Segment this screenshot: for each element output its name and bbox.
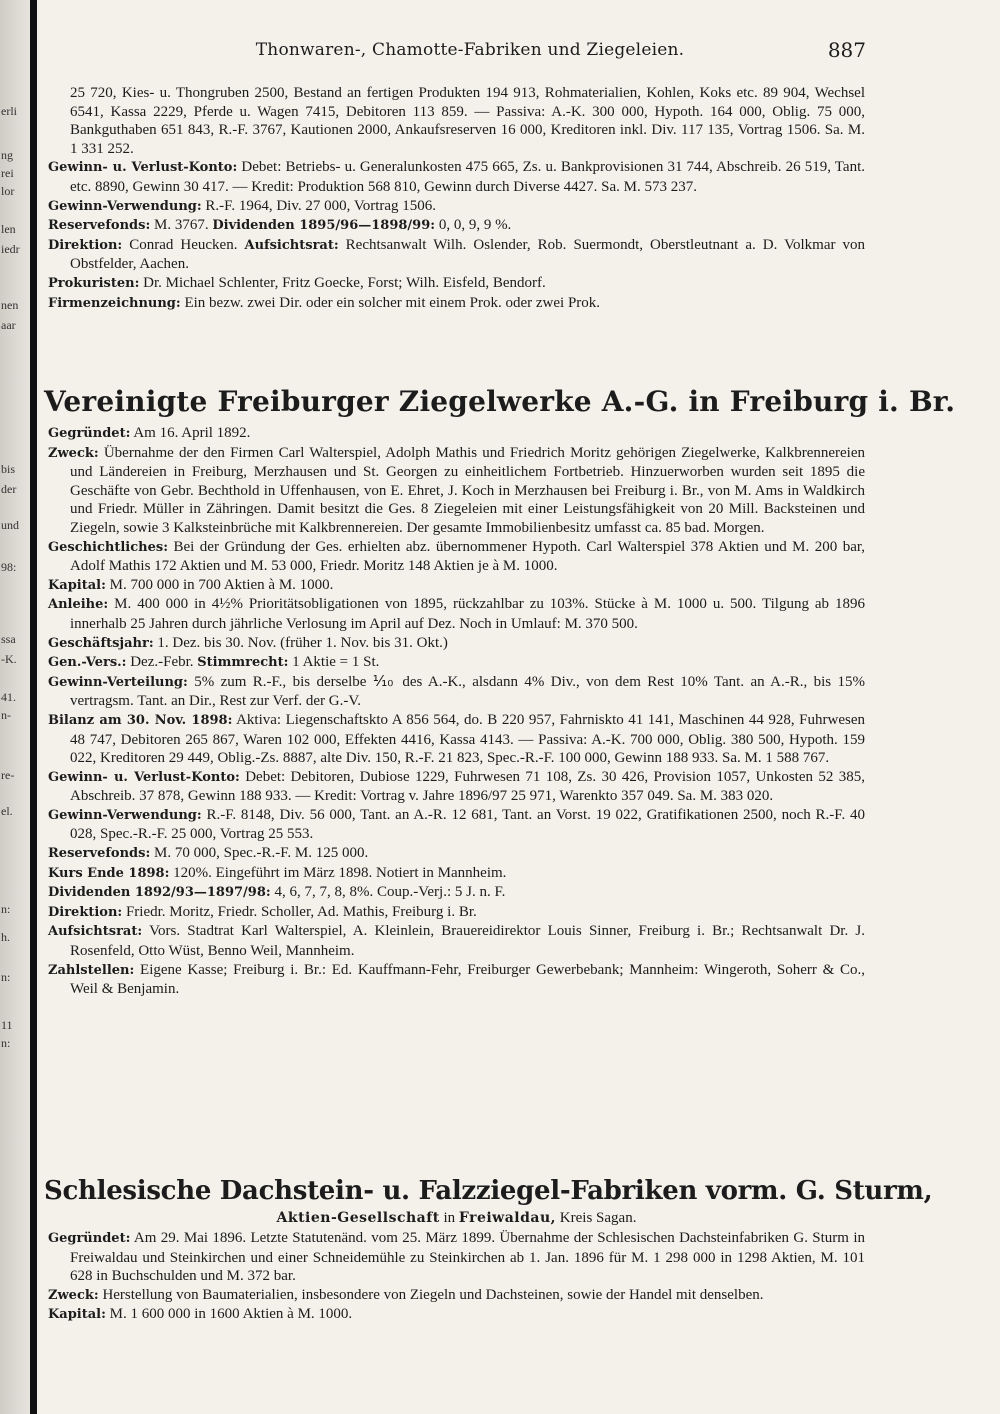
entry-meeting-voting [48, 653, 865, 673]
entry-reserve [48, 844, 865, 864]
entry-founded [48, 424, 865, 444]
entry-label: Prokuristen: [48, 275, 140, 291]
entry-profit-distribution [48, 673, 865, 711]
entry-text: 5% zum R.-F., bis derselbe ⅒ des A.-K., alsdann 4% Div., von dem Rest 10% Tant. an A.-R., bis 15% vertragsm. Tant. an Dir., Rest zur Verf. der G.-V. [70, 673, 866, 710]
subtitle-company-type: Aktien-Gesellschaft [276, 1210, 440, 1226]
entry-text: Dr. Michael Schlenter, Fritz Goecke, Forst; Wilh. Eisfeld, Bendorf. [143, 274, 546, 291]
entry-text: Bei der Gründung der Ges. erhielten abz. übernommener Hypoth. Carl Walterspiel 378 Aktien und M. 200 bar, Adolf Mathis 172 Aktien und M. 53 000, Friedr. Moritz 148 Aktien je à M. 1000. [70, 538, 866, 575]
subtitle-place: Freiwaldau, [458, 1210, 557, 1226]
entry-label: Bilanz am 30. Nov. 1898: [48, 712, 233, 728]
entry-text: Aktiva: Liegenschaftskto A 856 564, do. B 220 957, Fahrniskto 41 141, Maschinen 44 928, Fuhrwesen 48 747, Debitoren 265 867, Waren 102 000, Effekten 4416, Kassa 4143. — Passiva: A.-K. 700 000, Oblig. 380 500, Hypoth. 159 022, Kreditoren 29 449, Oblig.-Zs. 8887, alte Div. 150, R.-F. 21 823, Spec.-R.-F. 100 000, Gewinn 188 933. Sa. M. 1 588 767. [70, 711, 865, 767]
entry-profit-use [48, 806, 865, 844]
entry-text: M. 700 000 in 700 Aktien à M. 1000. [109, 576, 334, 593]
entry-board [48, 236, 865, 274]
entry-quote [48, 864, 865, 884]
margin-fragment: iedr [1, 242, 20, 256]
entry-text: Rechtsanwalt Wilh. Oslender, Rob. Suermondt, Oberstleutnant a. D. Volkmar von Obstfelder, Aachen. [70, 236, 866, 273]
entry-founded [48, 1229, 865, 1286]
entry-profit-loss [48, 768, 865, 806]
entry-capital [48, 1305, 865, 1325]
margin-fragment: re- [1, 768, 15, 782]
entry-label: Kurs Ende 1898: [48, 865, 170, 881]
margin-fragment: len [1, 222, 16, 236]
entry-purpose [48, 1286, 865, 1306]
entry-text: Übernahme der den Firmen Carl Walterspiel, Adolph Mathis und Friedrich Moritz gehörigen Ziegelwerke, Kalkbrennereien und Ländereien in Freiburg, Merzhausen und St. Georgen zu einheitlichem Fortbetrieb. Hinzuerworben wurden seit 1895 die Geschäfte von Gebr. Bechthold in Uffenhausen, von E. Ehret, J. Koch in Merzhausen bei Freiburg i. Br., von M. Ams in Waldkirch und Friedr. Müller in Zähringen. Damit besitzt die Ges. 8 Ziegeleien mit einer Leistungsfähigkeit von 20 Mill. Backsteinen und Ziegeln, sowie 3 Kalksteinbrüche mit Kalkbrennereien. Der gesamte Immobilienbesitz umfasst ca. 85 bad. Morgen. [70, 444, 865, 536]
entry-label: Zweck: [48, 1287, 99, 1303]
running-header: Thonwaren-, Chamotte-Fabriken und Ziegeleien. [255, 40, 685, 60]
entry-label: Gewinn- u. Verlust-Konto: [48, 160, 238, 176]
entry-text: R.-F. 1964, Div. 27 000, Vortrag 1506. [205, 197, 437, 214]
entry-label: Zweck: [48, 445, 99, 461]
previous-company-section [48, 84, 865, 313]
margin-fragment: h. [1, 930, 10, 944]
margin-fragment: bis [1, 462, 16, 476]
margin-fragment: ssa [1, 632, 16, 646]
entry-text: Friedr. Moritz, Friedr. Scholler, Ad. Mathis, Freiburg i. Br. [125, 903, 477, 920]
margin-fragment: el. [1, 804, 13, 818]
entry-text: R.-F. 8148, Div. 56 000, Tant. an A.-R. 12 681, Tant. an Vorst. 19 022, Gratifikationen 2500, noch R.-F. 40 028, Spec.-R.-F. 25 000, Vortrag 25 553. [70, 806, 865, 843]
margin-fragment: lor [1, 184, 15, 198]
entry-dividends [48, 883, 865, 903]
margin-fragment: 11 [1, 1018, 13, 1032]
page-number: 887 [827, 38, 866, 62]
entry-label: Kapital: [48, 577, 106, 593]
entry-loan [48, 595, 865, 633]
margin-fragment: rei [1, 166, 14, 180]
entry-profit-use [48, 197, 865, 217]
entry-paying-agents [48, 961, 865, 999]
entry-label: Reservefonds: [48, 218, 151, 234]
entry-history [48, 538, 865, 576]
entry-label: Reservefonds: [48, 846, 151, 862]
margin-fragment: n: [1, 1036, 11, 1050]
entry-capital [48, 576, 865, 596]
entry-label: Gewinn- u. Verlust-Konto: [48, 769, 240, 785]
entry-text: Ein bezw. zwei Dir. oder ein solcher mit einem Prok. oder zwei Prok. [184, 294, 601, 311]
margin-fragment: 98: [1, 560, 17, 574]
margin-fragment: n: [1, 902, 11, 916]
entry-text: M. 3767. [154, 217, 209, 234]
entry-label: Direktion: [48, 237, 123, 253]
entry-text: Herstellung von Baumaterialien, insbesondere von Ziegeln und Dachsteinen, sowie der Handel mit denselben. [102, 1286, 764, 1303]
subtitle-district: Kreis Sagan. [559, 1210, 637, 1226]
entry-label: Gegründet: [48, 1231, 131, 1246]
entry-text: 0, 0, 9, 9 %. [438, 217, 512, 234]
entry-text: Eigene Kasse; Freiburg i. Br.: Ed. Kauffmann-Fehr, Freiburger Gewerbebank; Mannheim: Wingeroth, Soherr & Co., Weil & Benjamin. [70, 961, 865, 998]
binding-edge [30, 0, 37, 1414]
entry-label: Gewinn-Verwendung: [48, 198, 202, 214]
entry-text: 1. Dez. bis 30. Nov. (früher 1. Nov. bis 31. Okt.) [157, 634, 448, 651]
entry-text: M. 1 600 000 in 1600 Aktien à M. 1000. [109, 1306, 353, 1323]
margin-fragment: 41. [1, 690, 16, 704]
entry-procurators [48, 274, 865, 294]
margin-fragment: ng [1, 148, 13, 162]
entry-supervisory-board [48, 922, 865, 960]
entry-label: Dividenden 1892/93—1897/98: [48, 885, 271, 901]
entry-label: Gewinn-Verwendung: [48, 807, 202, 823]
margin-fragment: und [1, 518, 19, 532]
margin-fragment: nen [1, 298, 19, 312]
entry-reserve-dividends [48, 216, 865, 236]
entry-signature [48, 294, 865, 314]
entry-text: 120%. Eingeführt im März 1898. Notiert in Mannheim. [173, 864, 507, 881]
company2-section [48, 1229, 865, 1325]
entry-profit-loss [48, 158, 865, 196]
entry-fiscal-year [48, 634, 865, 654]
entry-label: Aufsichtsrat: [244, 237, 339, 253]
entry-text: 4, 6, 7, 7, 8, 8%. Coup.-Verj.: 5 J. n. F. [274, 884, 506, 901]
entry-text: M. 400 000 in 4½% Prioritätsobligationen von 1895, rückzahlbar zu 103%. Stücke à M. 1000 u. 500. Tilgung ab 1896 innerhalb 25 Jahren durch jährliche Verlosung im April auf Dez. Noch in Umlauf: M. 370 500. [70, 596, 865, 632]
entry-text: 1 Aktie = 1 St. [292, 654, 380, 671]
entry-balance-sheet [48, 711, 865, 768]
entry-text: Vors. Stadtrat Karl Walterspiel, A. Kleinlein, Brauereidirektor Louis Sinner, Freiburg i. Br.; Rechtsanwalt Dr. J. Rosenfeld, Otto Wüst, Benno Weil, Mannheim. [70, 923, 865, 960]
entry-label: Geschichtliches: [48, 539, 169, 555]
entry-direction [48, 903, 865, 923]
entry-label: Direktion: [48, 904, 123, 920]
entry-label: Dividenden 1895/96—1898/99: [212, 218, 436, 234]
entry-label: Aufsichtsrat: [48, 924, 143, 940]
company-subtitle [48, 1210, 865, 1227]
entry-text: M. 70 000, Spec.-R.-F. M. 125 000. [154, 845, 369, 862]
entry-label: Geschäftsjahr: [48, 635, 154, 651]
company-title: Vereinigte Freiburger Ziegelwerke A.-G. in Freiburg i. Br. [44, 385, 956, 418]
margin-fragment: -K. [1, 652, 17, 666]
entry-text: Conrad Heucken. [129, 236, 238, 253]
entry-label: Kapital: [48, 1307, 106, 1323]
company-title: Schlesische Dachstein- u. Falzziegel-Fabriken vorm. G. Sturm, [44, 1176, 933, 1206]
subtitle-in: in [443, 1210, 456, 1226]
entry-purpose [48, 444, 865, 538]
entry-label: Gen.-Vers.: [48, 655, 127, 671]
entry-text: Am 29. Mai 1896. Letzte Statutenänd. vom 25. März 1899. Übernahme der Schlesischen Dachsteinfabriken G. Sturm in Freiwaldau und Steinkirchen und einer Schneidemühle zu Steinkirchen ab 1. Jan. 1896 für M. 1 298 000 in 1298 Aktien, M. 101 628 in Buchschulden und M. 372 bar. [70, 1230, 865, 1285]
binding-gutter [0, 0, 30, 1414]
entry-label: Firmenzeichnung: [48, 295, 181, 311]
margin-fragment: aar [1, 318, 16, 332]
balance-continuation: 25 720, Kies- u. Thongruben 2500, Bestand an fertigen Produkten 194 913, Rohmaterialien, Kohlen, Koks etc. 89 904, Wechsel 6541, Kassa 2229, Pferde u. Wagen 7415, Debitoren 113 859. — Passiva: A.-K. 300 000, Hypoth. 164 000, Oblig. 75 000, Bankguthaben 651 843, R.-F. 3767, Kautionen 2000, Ankaufsreserven 16 000, Kreditoren inkl. Div. 117 135, Vortrag 1506. Sa. M. 1 331 252. [70, 85, 865, 157]
margin-fragment: erli [1, 104, 17, 118]
entry-label: Zahlstellen: [48, 962, 135, 978]
entry-label: Anleihe: [48, 597, 109, 613]
entry-label: Gegründet: [48, 426, 131, 441]
entry-text: Debet: Betriebs- u. Generalunkosten 475 665, Zs. u. Bankprovisionen 31 744, Abschreib. 26 519, Tant. etc. 8890, Gewinn 30 417. — Kredit: Produktion 568 810, Gewinn durch Diverse 4427. Sa. M. 573 237. [70, 159, 865, 195]
entry-label: Stimmrecht: [197, 655, 289, 671]
margin-fragment: der [1, 482, 17, 496]
entry-text: Dez.-Febr. [130, 654, 194, 671]
margin-fragment: n: [1, 970, 11, 984]
entry-label: Gewinn-Verteilung: [48, 674, 188, 690]
entry-text: Debet: Debitoren, Dubiose 1229, Fuhrwesen 71 108, Zs. 30 426, Provision 1057, Unkosten 52 385, Abschreib. 37 878, Gewinn 188 933. — Kredit: Vortrag v. Jahre 1896/97 25 971, Warenkto 357 049. Sa. M. 383 020. [70, 768, 865, 805]
company1-section [48, 424, 865, 999]
margin-fragment: n- [1, 708, 11, 722]
entry-text: Am 16. April 1892. [133, 425, 251, 441]
